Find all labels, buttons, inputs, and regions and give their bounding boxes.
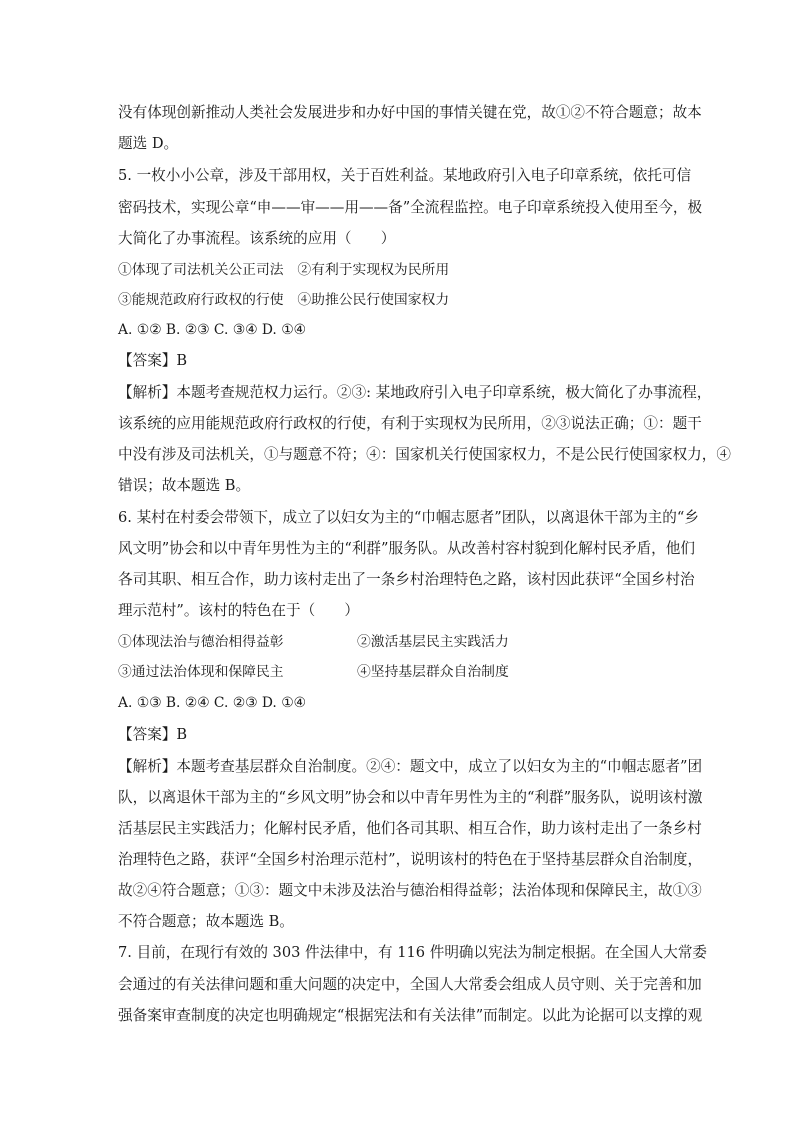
text-line: 理示范村”。该村的特色在于（ ） <box>118 602 359 619</box>
question-6-option-3: ③通过法治体现和保障民主 <box>118 664 284 680</box>
question-7-stem: 7. 目前，在现行有效的 303 件法律中，有 116 件明确以宪法为制定根据。在全国人大常委 <box>118 944 708 961</box>
question-5-options-row-2: ③能规范政府行政权的行使 ④助推公民行使国家权力 <box>118 292 450 308</box>
text-line: 各司其职、相互合作，助力该村走出了一条乡村治理特色之路，该村因此获评“全国乡村治 <box>118 571 695 588</box>
question-5-choices: A. ①② B. ②③ C. ③④ D. ①④ <box>118 322 306 338</box>
question-6-choices: A. ①③ B. ②④ C. ②③ D. ①④ <box>118 695 306 711</box>
text-line: 大简化了办事流程。该系统的应用（ ） <box>118 230 396 247</box>
answer-label: 【答案】B <box>118 352 188 369</box>
analysis-paragraph: 【解析】本题考查规范权力运行。②③: 某地政府引入电子印章系统，极大简化了办事流程， <box>118 384 712 401</box>
answer-label: 【答案】B <box>118 726 188 743</box>
question-6-option-4: ④坚持基层群众自治制度 <box>357 664 509 680</box>
text-line: 活基层民主实践活力；化解村民矛盾，他们各司其职、相互合作，助力该村走出了一条乡村 <box>118 820 702 837</box>
text-line: 不符合题意；故本题选 B。 <box>118 913 294 930</box>
question-6-option-1: ①体现法治与德治相得益彰 <box>118 634 284 650</box>
text-line: 治理特色之路，获评“全国乡村治理示范村”，说明该村的特色在于坚持基层群众自治制度， <box>118 851 703 868</box>
text-line: 强备案审查制度的决定也明确规定“根据宪法和有关法律”而制定。以此为论据可以支撑的观 <box>118 1007 703 1024</box>
text-line: 故②④符合题意；①③：题文中未涉及法治与德治相得益彰；法治体现和保障民主，故①③ <box>118 882 702 899</box>
text-line: 风文明”协会和以中青年男性为主的“利群”服务队。从改善村容村貌到化解村民矛盾，他们 <box>118 540 695 557</box>
question-6-stem: 6. 某村在村委会带领下，成立了以妇女为主的“巾帼志愿者”团队，以离退休干部为主的“乡 <box>118 509 699 526</box>
text-line: 队，以离退休干部为主的“乡风文明”协会和以中青年男性为主的“利群”服务队，说明该村激 <box>118 789 703 806</box>
question-5-stem: 5. 一枚小小公章，涉及干部用权，关于百姓利益。某地政府引入电子印章系统，依托可信 <box>118 167 692 184</box>
text-line: 该系统的应用能规范政府行政权的行使，有利于实现权为民所用，②③说法正确；①：题干 <box>118 415 702 432</box>
text-line: 中没有涉及司法机关，①与题意不符；④：国家机关行使国家权力，不是公民行使国家权力，④ <box>118 446 731 463</box>
text-line: 没有体现创新推动人类社会发展进步和办好中国的事情关键在党，故①②不符合题意；故本 <box>118 104 702 121</box>
question-5-options-row-1: ①体现了司法机关公正司法 ②有利于实现权为民所用 <box>118 262 450 278</box>
analysis-paragraph: 【解析】本题考查基层群众自治制度。②④：题文中，成立了以妇女为主的“巾帼志愿者”团 <box>118 758 703 775</box>
text-line: 会通过的有关法律问题和重大问题的决定中，全国人大常委会组成人员守则、关于完善和加 <box>118 976 702 993</box>
text-line: 错误；故本题选 B。 <box>118 477 251 494</box>
text-line: 题选 D。 <box>118 135 179 152</box>
question-6-option-2: ②激活基层民主实践活力 <box>357 634 509 650</box>
text-line: 密码技术，实现公章“申——审——用——备”全流程监控。电子印章系统投入使用至今，极 <box>118 199 703 216</box>
